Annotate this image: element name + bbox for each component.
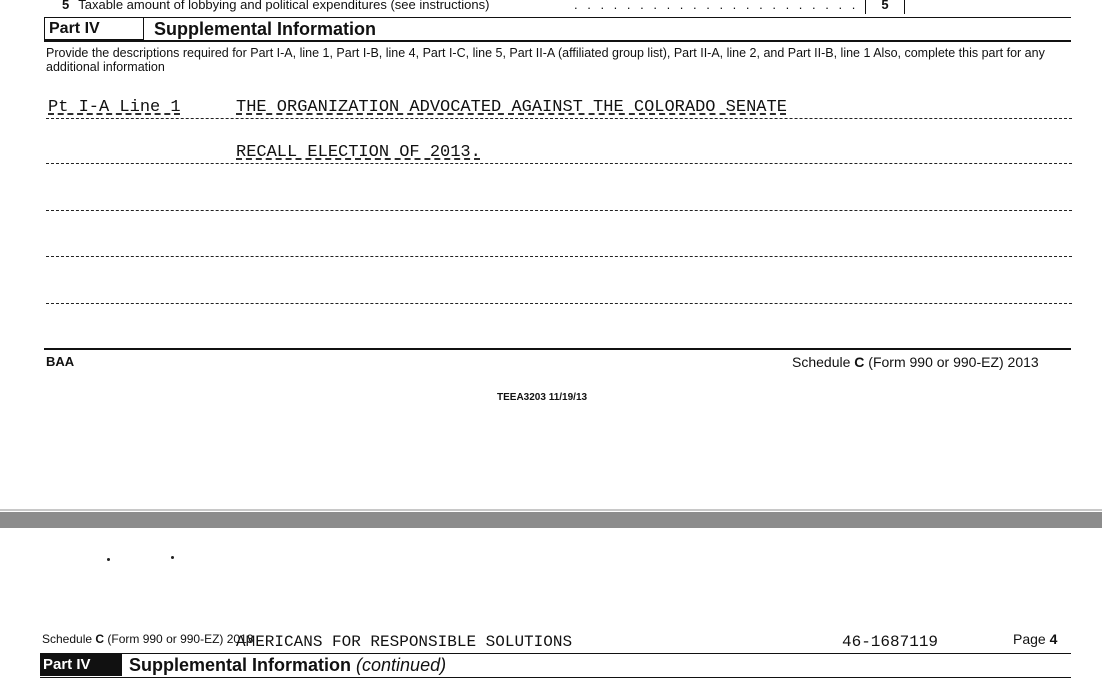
schedule-suffix: (Form 990 or 990-EZ) 2013 [104, 632, 254, 646]
ein: 46-1687119 [842, 633, 939, 651]
next-part-iv-title [129, 654, 446, 676]
line-text: RECALL ELECTION OF 2013. [236, 143, 481, 162]
dashed-rule [46, 118, 1072, 119]
scan-edge-highlight [0, 509, 1102, 511]
page-label: Page [1013, 631, 1050, 647]
form-code: TEEA3203 11/19/13 [497, 392, 588, 403]
scan-speck [107, 558, 110, 561]
dashed-rule [46, 303, 1072, 304]
scan-speck [171, 556, 174, 559]
line-text: THE ORGANIZATION ADVOCATED AGAINST THE COLORADO SENATE [236, 98, 787, 117]
part-iv-label: Part IV [44, 17, 144, 40]
organization-name: AMERICANS FOR RESPONSIBLE SOLUTIONS [236, 633, 573, 651]
schedule-suffix: (Form 990 or 990-EZ) 2013 [864, 354, 1039, 370]
part-iv-title: Supplemental Information [154, 19, 377, 39]
schedule-prefix: Schedule [792, 354, 855, 370]
part-title: Supplemental Information [129, 655, 352, 675]
schedule-letter: C [95, 632, 105, 646]
dashed-rule [46, 210, 1072, 211]
dashed-rule [46, 163, 1072, 164]
line-5-box: 5 [865, 0, 905, 14]
line-5-leader-dots: . . . . . . . . . . . . . . . . . . . . . . [574, 0, 859, 12]
schedule-letter: C [854, 354, 865, 370]
page-number [1013, 631, 1057, 647]
dashed-rule [46, 256, 1072, 257]
schedule-prefix: Schedule [42, 632, 96, 646]
part-title-continued: (continued) [356, 655, 447, 675]
next-part-bottom-rule [40, 677, 1071, 678]
footer-rule [44, 348, 1071, 350]
next-page-schedule-label [42, 632, 253, 646]
part-iv-instructions: Provide the descriptions required for Part I-A, line 1, Part I-B, line 4, Part I-C, line 5, Part II-A (affiliated group list), Part II-A, line 2, and Part II-B, line 1 Also, complete this part for any additional information [46, 46, 1045, 74]
line-reference: Pt I-A Line 1 [48, 98, 181, 117]
supplemental-line-5 [46, 285, 1072, 307]
line-5-label [62, 0, 489, 12]
line-5-text: Taxable amount of lobbying and political expenditures (see instructions) [78, 0, 490, 12]
next-part-iv-label: Part IV [40, 654, 122, 676]
schedule-footer [792, 354, 1039, 370]
scan-page-break [0, 512, 1102, 528]
supplemental-line-3 [46, 192, 1072, 214]
part-iv-bottom-rule [44, 40, 1071, 42]
supplemental-line-2 [46, 145, 1072, 167]
page-number-value: 4 [1049, 631, 1058, 647]
supplemental-line-4 [46, 238, 1072, 260]
line-5-number: 5 [62, 0, 70, 12]
supplemental-line-1 [46, 100, 1072, 122]
baa-label: BAA [46, 354, 75, 369]
